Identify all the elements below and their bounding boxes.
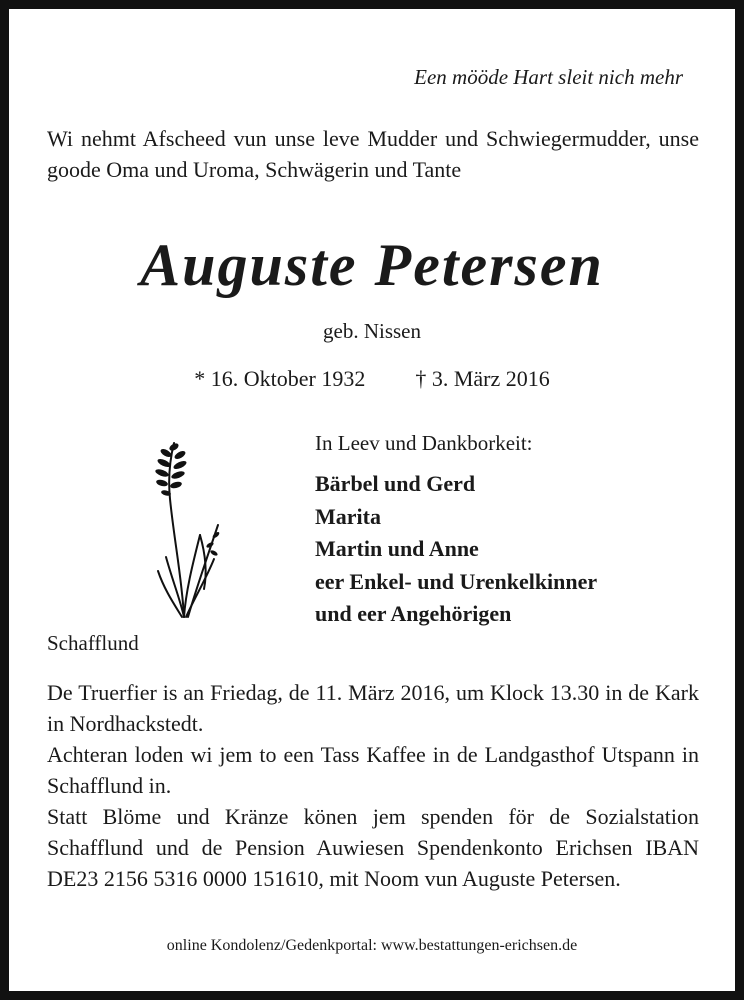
mourners-list: [315, 468, 597, 631]
mourner-entry: Marita: [315, 503, 381, 529]
death-date: † 3. März 2016: [415, 366, 550, 391]
service-details: [47, 677, 699, 894]
deceased-name: Auguste Petersen: [140, 232, 604, 298]
mourner-entry: und eer Angehörigen: [315, 601, 512, 626]
mourner-entry: Martin und Anne: [315, 536, 479, 561]
donation-info: Statt Blöme und Kränze könen jem spenden för de Sozialstation Schafflund und de Pension Auwiesen Spendenkonto Erichsen IBAN DE23 2156 5316 0000 151610, mit Noom vun Auguste Petersen.: [47, 804, 699, 891]
birth-date: * 16. Oktober 1932: [194, 366, 366, 391]
mourner-entry: Bärbel und Gerd: [315, 471, 476, 496]
intro-text: Wi nehmt Afscheed vun unse leve Mudder und Schwiegermudder, unse goode Oma und Uroma, Schwägerin und Tante: [47, 126, 699, 182]
life-dates: [9, 366, 735, 392]
mourner-entry: eer Enkel- und Urenkelkinner: [315, 568, 598, 594]
birth-name: geb. Nissen: [323, 319, 421, 343]
place-name: Schafflund: [47, 631, 139, 655]
funeral-info: De Truerfier is an Friedag, de 11. März 2016, um Klock 13.30 in de Kark in Nordhackstedt.: [47, 680, 699, 736]
reception-info: Achteran loden wi jem to een Tass Kaffee in de Landgasthof Utspann in Schafflund in.: [47, 742, 699, 798]
online-portal-footer: online Kondolenz/Gedenkportal: www.bestattungen-erichsen.de: [166, 937, 578, 954]
grass-plant-icon: [144, 439, 224, 619]
thanks-line: In Leev und Dankborkeit:: [315, 431, 533, 455]
motto-line: Een mööde Hart sleit nich mehr: [414, 65, 683, 89]
